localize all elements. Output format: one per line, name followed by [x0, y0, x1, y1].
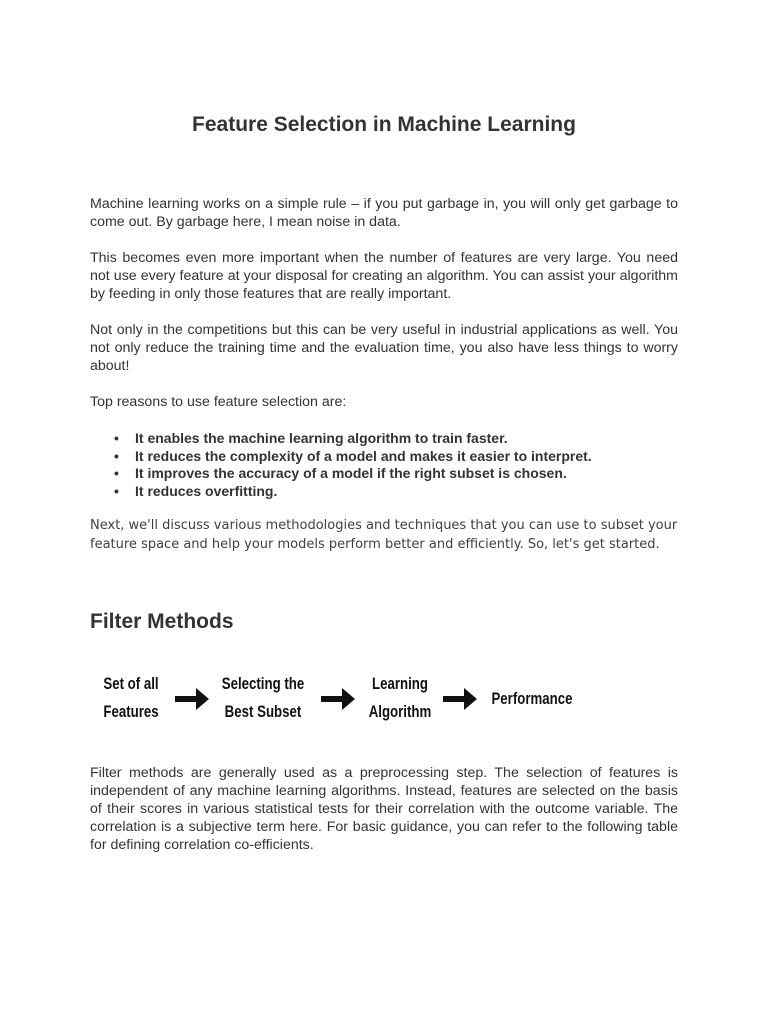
importance-paragraph: This becomes even more important when the number of features are very large. You need not use every feature at your disposal for creating an algorithm. You can assist your algorithm by feeding in only those features that are really important.: [90, 250, 678, 302]
flow-step-line: Best Subset: [224, 702, 302, 721]
bullet-icon: •: [114, 447, 119, 464]
flow-step-line: Features: [103, 702, 159, 721]
list-item: [114, 448, 592, 466]
right-arrow-icon: [318, 684, 358, 714]
right-arrow-icon: [172, 684, 212, 714]
flow-step-best-subset: [215, 670, 310, 726]
list-item-text: It reduces overfitting.: [135, 482, 278, 499]
applications-paragraph: Not only in the competitions but this can be very useful in industrial applications as well. You not only reduce the training time and the evaluation time, you also have less things to worry about!: [90, 322, 678, 374]
right-arrow-icon: [440, 684, 480, 714]
flow-step-line: Set of all: [103, 674, 159, 693]
flow-step-learning-algorithm: [367, 670, 433, 726]
list-item: [114, 465, 592, 483]
reasons-intro: Top reasons to use feature selection are:: [90, 394, 347, 410]
bullet-icon: •: [114, 430, 119, 446]
flow-step-line: Selecting the: [221, 674, 305, 693]
filter-methods-paragraph: Filter methods are generally used as a preprocessing step. The selection of features is independent of any machine learning algorithms. Instead, features are selected on the basis of their scores in various statistical tests for their correlation with the outcome variable. The correlation is a subjective term here. For basic guidance, you can refer to the following table for defining correlation co-efficients.: [90, 765, 678, 853]
flow-step-line: Algorithm: [368, 702, 432, 721]
flow-step-performance: Performance: [491, 689, 573, 708]
filter-method-flow-diagram: [90, 670, 590, 730]
list-item: [114, 430, 592, 448]
list-item-text: It enables the machine learning algorithm to train faster.: [135, 430, 508, 446]
intro-paragraph: Machine learning works on a simple rule – if you put garbage in, you will only get garbage to come out. By garbage here, I mean noise in data.: [90, 196, 678, 230]
section-heading: Filter Methods: [90, 610, 234, 633]
list-item: [114, 483, 592, 501]
next-steps-paragraph: Next, we'll discuss various methodologies and techniques that you can use to subset your feature space and help your models perform better and efficiently. So, let's get started.: [90, 518, 678, 552]
bullet-icon: •: [114, 465, 119, 481]
bullet-icon: •: [114, 482, 119, 499]
list-item-text: It reduces the complexity of a model and makes it easier to interpret.: [135, 447, 592, 464]
list-item-text: It improves the accuracy of a model if the right subset is chosen.: [135, 465, 567, 481]
page-title: Feature Selection in Machine Learning: [192, 113, 576, 136]
flow-step-line: Learning: [371, 674, 428, 693]
reasons-list: [114, 430, 592, 500]
flow-step-all-features: [99, 670, 163, 726]
